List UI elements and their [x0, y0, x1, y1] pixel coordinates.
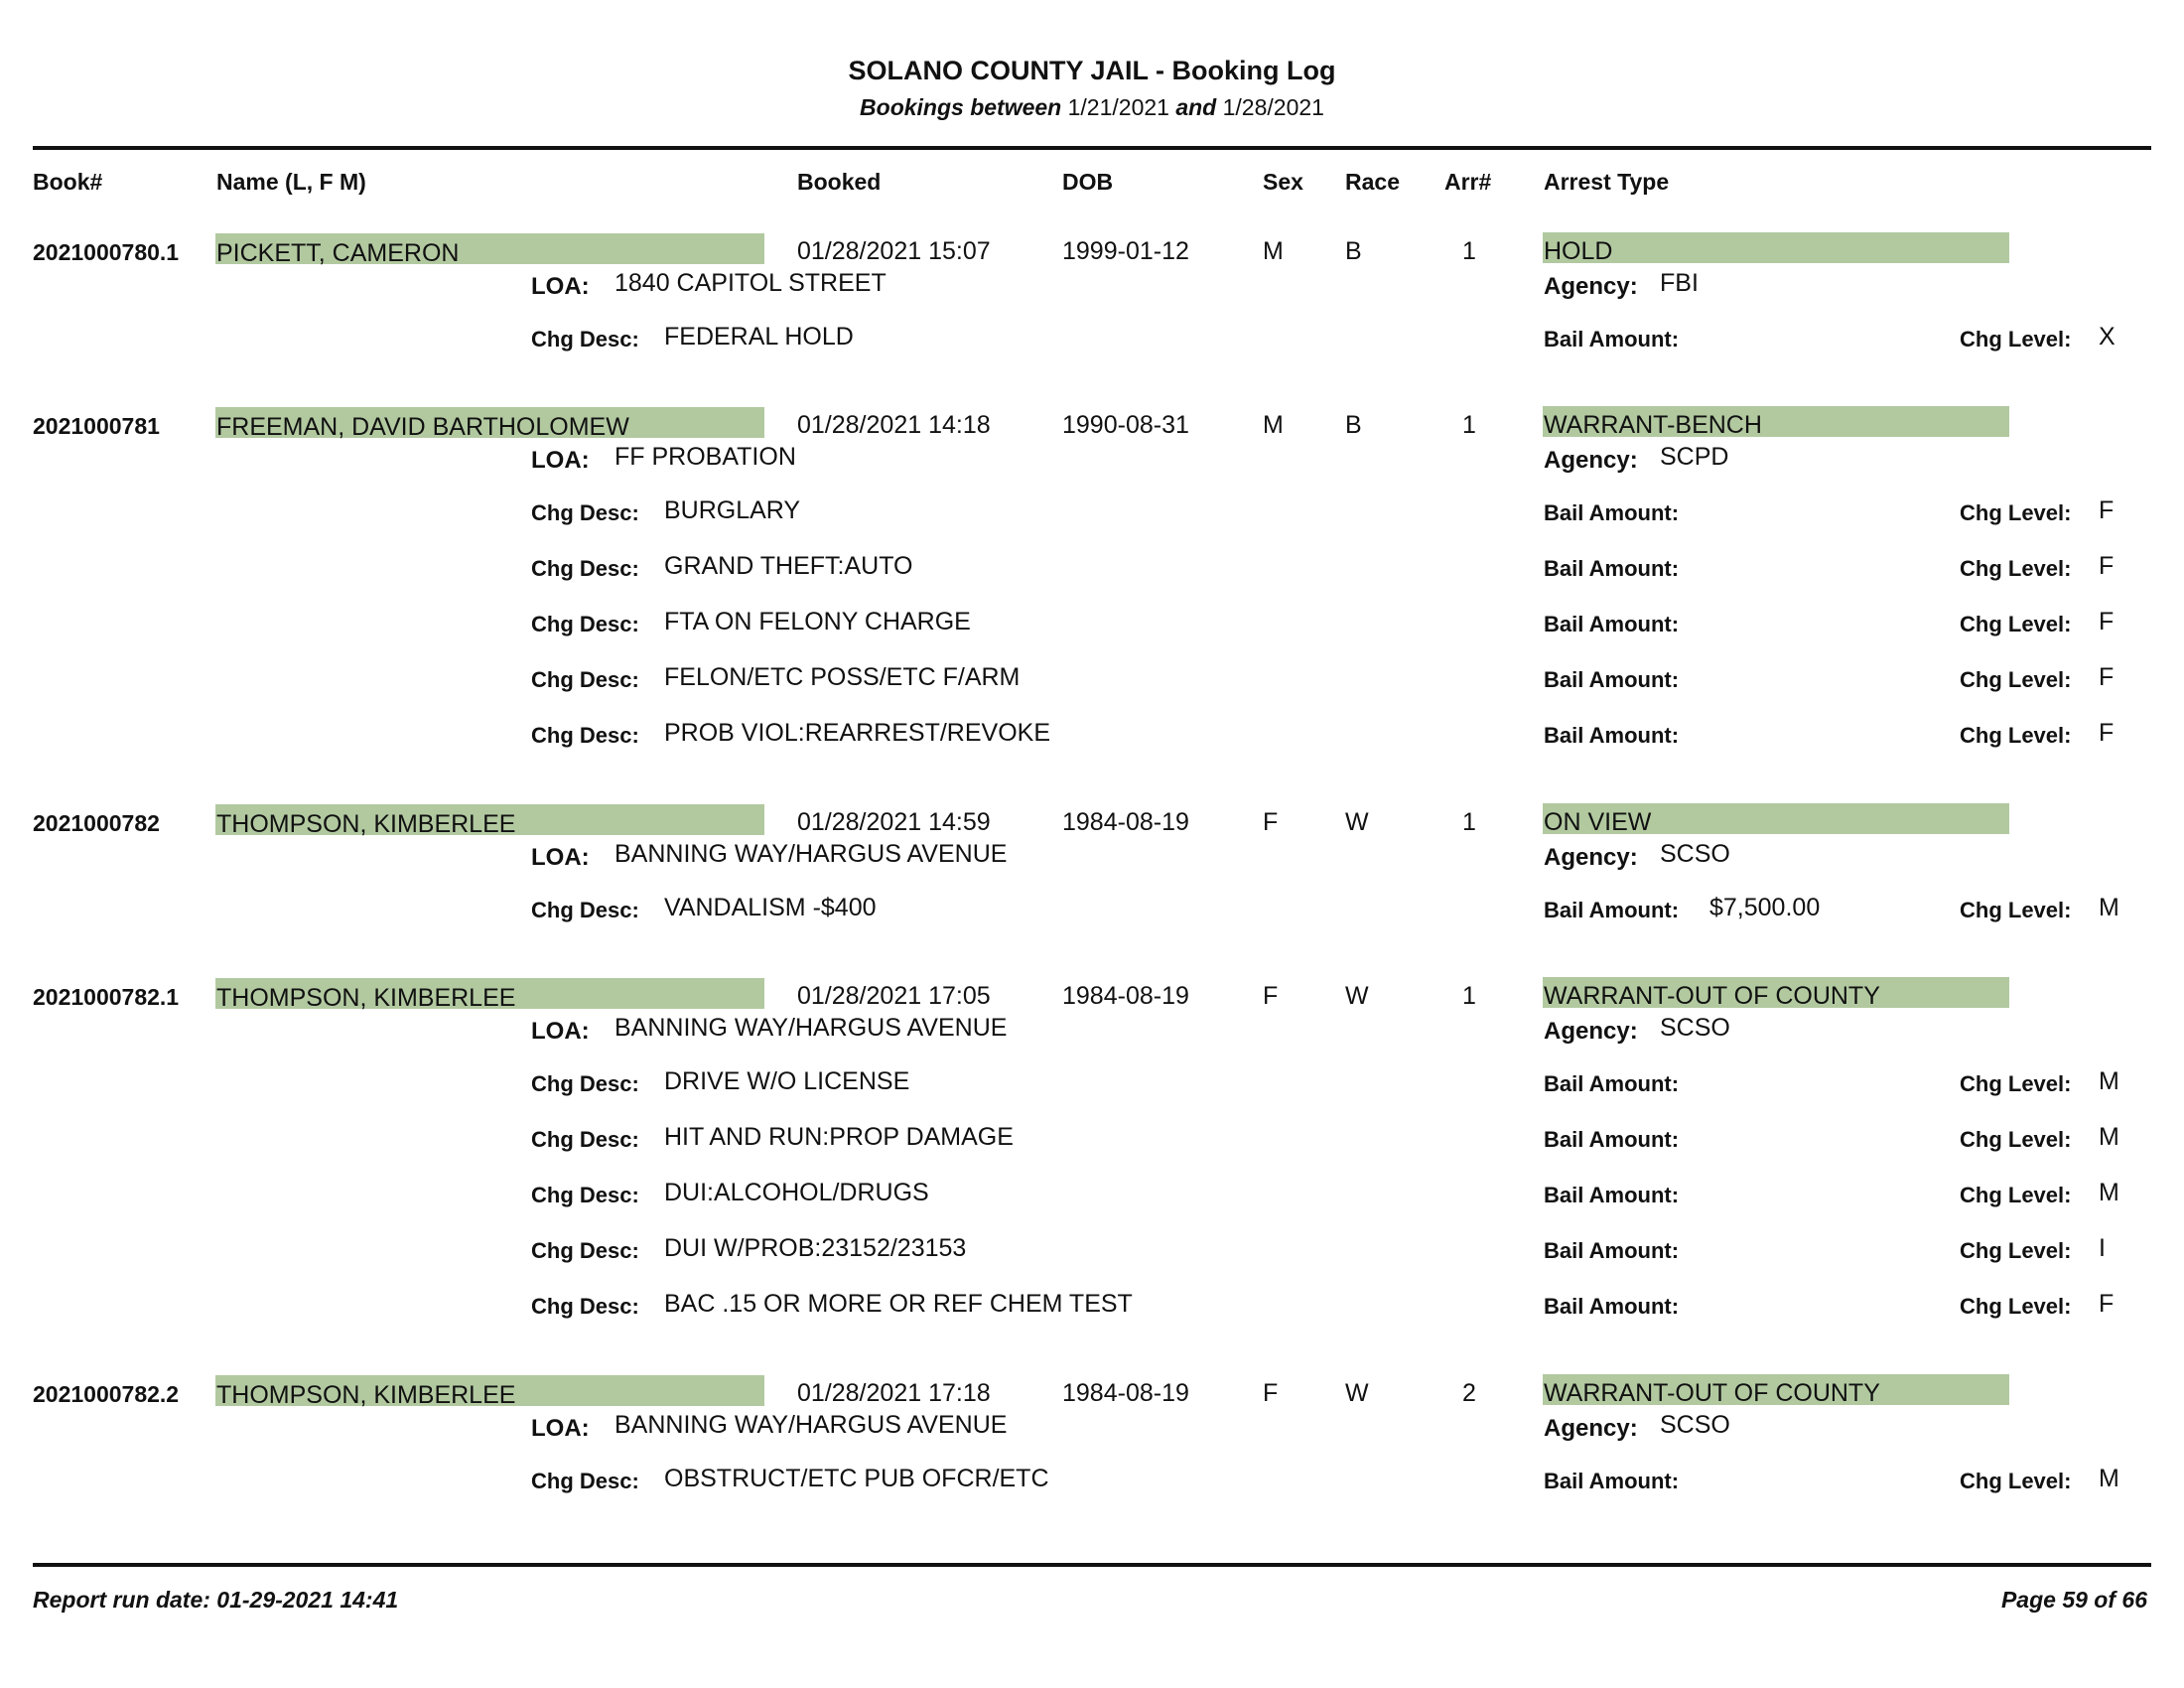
bail-amount-label: Bail Amount: — [1544, 612, 1680, 636]
charge-level: F — [2099, 719, 2115, 747]
report-run-date: Report run date: 01-29-2021 14:41 — [33, 1587, 399, 1613]
bail-amount-label: Bail Amount: — [1544, 898, 1680, 922]
col-dob: DOB — [1062, 169, 1114, 195]
race: W — [1345, 808, 1369, 836]
race: B — [1345, 237, 1362, 265]
inmate-name: PICKETT, CAMERON — [216, 239, 460, 267]
arrest-type: WARRANT-OUT OF COUNTY — [1544, 1379, 1880, 1407]
arrest-type: ON VIEW — [1544, 808, 1652, 836]
charge-row — [0, 1179, 2184, 1214]
charge-desc: PROB VIOL:REARREST/REVOKE — [664, 719, 1050, 747]
inmate-name: THOMPSON, KIMBERLEE — [216, 1381, 516, 1409]
agency-label: Agency: — [1544, 273, 1638, 300]
charge-desc-label: Chg Desc: — [531, 327, 639, 352]
booked-datetime: 01/28/2021 14:18 — [797, 411, 991, 439]
col-arrest-type: Arrest Type — [1544, 169, 1670, 195]
start-date: 1/21/2021 — [1067, 94, 1169, 120]
charge-desc: VANDALISM -$400 — [664, 894, 877, 921]
bail-amount-label: Bail Amount: — [1544, 1238, 1680, 1263]
booked-datetime: 01/28/2021 14:59 — [797, 808, 991, 836]
charge-desc-label: Chg Desc: — [531, 723, 639, 748]
bail-amount-label: Bail Amount: — [1544, 500, 1680, 525]
loa-label: LOA: — [531, 447, 590, 474]
loa-label: LOA: — [531, 844, 590, 871]
charge-desc: DRIVE W/O LICENSE — [664, 1067, 910, 1095]
charge-level-label: Chg Level: — [1960, 1183, 2072, 1207]
charge-level: M — [2099, 894, 2119, 921]
charge-level: M — [2099, 1123, 2119, 1151]
subtitle-and: and — [1175, 94, 1217, 120]
charge-desc: FELON/ETC POSS/ETC F/ARM — [664, 663, 1021, 691]
charge-row — [0, 608, 2184, 643]
charge-row — [0, 1234, 2184, 1270]
col-arr: Arr# — [1444, 169, 1492, 195]
charge-level-label: Chg Level: — [1960, 327, 2072, 352]
col-booked: Booked — [797, 169, 882, 195]
charge-level-label: Chg Level: — [1960, 1238, 2072, 1263]
charge-level-label: Chg Level: — [1960, 500, 2072, 525]
inmate-name: THOMPSON, KIMBERLEE — [216, 810, 516, 838]
loa-value: BANNING WAY/HARGUS AVENUE — [614, 840, 1008, 868]
sex: F — [1263, 1379, 1279, 1407]
charge-desc: BAC .15 OR MORE OR REF CHEM TEST — [664, 1290, 1133, 1318]
booked-datetime: 01/28/2021 15:07 — [797, 237, 991, 265]
col-race: Race — [1345, 169, 1400, 195]
charge-level: F — [2099, 608, 2115, 635]
bail-amount-label: Bail Amount: — [1544, 1127, 1680, 1152]
agency-value: SCSO — [1660, 1411, 1730, 1439]
footer-rule — [33, 1563, 2151, 1567]
arrest-type: WARRANT-BENCH — [1544, 411, 1762, 439]
inmate-name: FREEMAN, DAVID BARTHOLOMEW — [216, 413, 629, 441]
loa-label: LOA: — [531, 273, 590, 300]
booking-number: 2021000782 — [33, 810, 160, 836]
charge-level: F — [2099, 552, 2115, 580]
charge-level-label: Chg Level: — [1960, 1071, 2072, 1096]
charge-desc: BURGLARY — [664, 496, 801, 524]
charge-desc-label: Chg Desc: — [531, 612, 639, 636]
report-title: SOLANO COUNTY JAIL - Booking Log — [848, 56, 1336, 85]
bail-amount-label: Bail Amount: — [1544, 1469, 1680, 1493]
col-sex: Sex — [1263, 169, 1303, 195]
bail-amount: $7,500.00 — [1709, 894, 1821, 921]
agency-label: Agency: — [1544, 1415, 1638, 1442]
charge-desc-label: Chg Desc: — [531, 556, 639, 581]
loa-label: LOA: — [531, 1415, 590, 1442]
charge-level: M — [2099, 1179, 2119, 1206]
loa-label: LOA: — [531, 1018, 590, 1045]
bail-amount-label: Bail Amount: — [1544, 1183, 1680, 1207]
date-of-birth: 1999-01-12 — [1062, 237, 1189, 265]
charge-level: M — [2099, 1067, 2119, 1095]
booked-datetime: 01/28/2021 17:05 — [797, 982, 991, 1010]
charge-level-label: Chg Level: — [1960, 723, 2072, 748]
loa-value: BANNING WAY/HARGUS AVENUE — [614, 1411, 1008, 1439]
booking-number: 2021000780.1 — [33, 239, 180, 265]
agency-value: FBI — [1660, 269, 1699, 297]
bail-amount-label: Bail Amount: — [1544, 1071, 1680, 1096]
charge-desc-label: Chg Desc: — [531, 1294, 639, 1319]
date-of-birth: 1984-08-19 — [1062, 1379, 1189, 1407]
loa-value: 1840 CAPITOL STREET — [614, 269, 887, 297]
charge-level-label: Chg Level: — [1960, 667, 2072, 692]
charge-desc: OBSTRUCT/ETC PUB OFCR/ETC — [664, 1465, 1049, 1492]
charge-level: F — [2099, 496, 2115, 524]
bail-amount-label: Bail Amount: — [1544, 667, 1680, 692]
subtitle-prefix: Bookings between — [860, 94, 1062, 120]
sex: F — [1263, 982, 1279, 1010]
booked-datetime: 01/28/2021 17:18 — [797, 1379, 991, 1407]
agency-value: SCPD — [1660, 443, 1729, 471]
arrest-number: 1 — [1462, 808, 1476, 836]
col-name: Name (L, F M) — [216, 169, 366, 195]
bail-amount-label: Bail Amount: — [1544, 556, 1680, 581]
charge-row — [0, 1290, 2184, 1326]
charge-row — [0, 663, 2184, 699]
charge-desc: GRAND THEFT:AUTO — [664, 552, 913, 580]
date-of-birth: 1984-08-19 — [1062, 808, 1189, 836]
date-of-birth: 1990-08-31 — [1062, 411, 1189, 439]
charge-level-label: Chg Level: — [1960, 1127, 2072, 1152]
arrest-number: 2 — [1462, 1379, 1476, 1407]
charge-desc: FEDERAL HOLD — [664, 323, 854, 351]
charge-row — [0, 1123, 2184, 1159]
charge-row — [0, 552, 2184, 588]
loa-value: BANNING WAY/HARGUS AVENUE — [614, 1014, 1008, 1042]
arrest-type-highlight — [1543, 232, 2009, 263]
bail-amount-label: Bail Amount: — [1544, 723, 1680, 748]
booking-number: 2021000781 — [33, 413, 160, 439]
charge-level-label: Chg Level: — [1960, 898, 2072, 922]
charge-level-label: Chg Level: — [1960, 612, 2072, 636]
charge-desc-label: Chg Desc: — [531, 1238, 639, 1263]
arrest-number: 1 — [1462, 411, 1476, 439]
loa-value: FF PROBATION — [614, 443, 796, 471]
sex: M — [1263, 237, 1284, 265]
charge-level: I — [2099, 1234, 2106, 1262]
charge-level: M — [2099, 1465, 2119, 1492]
charge-desc-label: Chg Desc: — [531, 1071, 639, 1096]
race: W — [1345, 982, 1369, 1010]
sex: M — [1263, 411, 1284, 439]
charge-desc: FTA ON FELONY CHARGE — [664, 608, 971, 635]
date-of-birth: 1984-08-19 — [1062, 982, 1189, 1010]
race: W — [1345, 1379, 1369, 1407]
charge-level: X — [2099, 323, 2116, 351]
agency-value: SCSO — [1660, 1014, 1730, 1042]
charge-row — [0, 1067, 2184, 1103]
agency-label: Agency: — [1544, 844, 1638, 871]
charge-level: F — [2099, 663, 2115, 691]
charge-row — [0, 1465, 2184, 1500]
col-book: Book# — [33, 169, 103, 195]
agency-value: SCSO — [1660, 840, 1730, 868]
charge-desc-label: Chg Desc: — [531, 1127, 639, 1152]
charge-desc-label: Chg Desc: — [531, 898, 639, 922]
race: B — [1345, 411, 1362, 439]
agency-label: Agency: — [1544, 447, 1638, 474]
inmate-name: THOMPSON, KIMBERLEE — [216, 984, 516, 1012]
arrest-type: HOLD — [1544, 237, 1613, 265]
charge-desc-label: Chg Desc: — [531, 500, 639, 525]
bail-amount-label: Bail Amount: — [1544, 327, 1680, 352]
charge-level-label: Chg Level: — [1960, 556, 2072, 581]
arrest-type: WARRANT-OUT OF COUNTY — [1544, 982, 1880, 1010]
page-number: Page 59 of 66 — [2000, 1587, 2147, 1613]
charge-row — [0, 894, 2184, 929]
arrest-number: 1 — [1462, 237, 1476, 265]
booking-number: 2021000782.1 — [33, 984, 180, 1010]
header-rule — [33, 146, 2151, 150]
charge-desc-label: Chg Desc: — [531, 1469, 639, 1493]
charge-row — [0, 496, 2184, 532]
charge-level-label: Chg Level: — [1960, 1469, 2072, 1493]
charge-desc: DUI W/PROB:23152/23153 — [664, 1234, 967, 1262]
charge-row — [0, 323, 2184, 358]
charge-desc: DUI:ALCOHOL/DRUGS — [664, 1179, 929, 1206]
charge-level: F — [2099, 1290, 2115, 1318]
end-date: 1/28/2021 — [1222, 94, 1324, 120]
sex: F — [1263, 808, 1279, 836]
charge-desc: HIT AND RUN:PROP DAMAGE — [664, 1123, 1014, 1151]
bail-amount-label: Bail Amount: — [1544, 1294, 1680, 1319]
charge-desc-label: Chg Desc: — [531, 1183, 639, 1207]
agency-label: Agency: — [1544, 1018, 1638, 1045]
charge-level-label: Chg Level: — [1960, 1294, 2072, 1319]
charge-desc-label: Chg Desc: — [531, 667, 639, 692]
booking-number: 2021000782.2 — [33, 1381, 180, 1407]
charge-row — [0, 719, 2184, 755]
report-subtitle — [0, 94, 2184, 121]
arrest-number: 1 — [1462, 982, 1476, 1010]
